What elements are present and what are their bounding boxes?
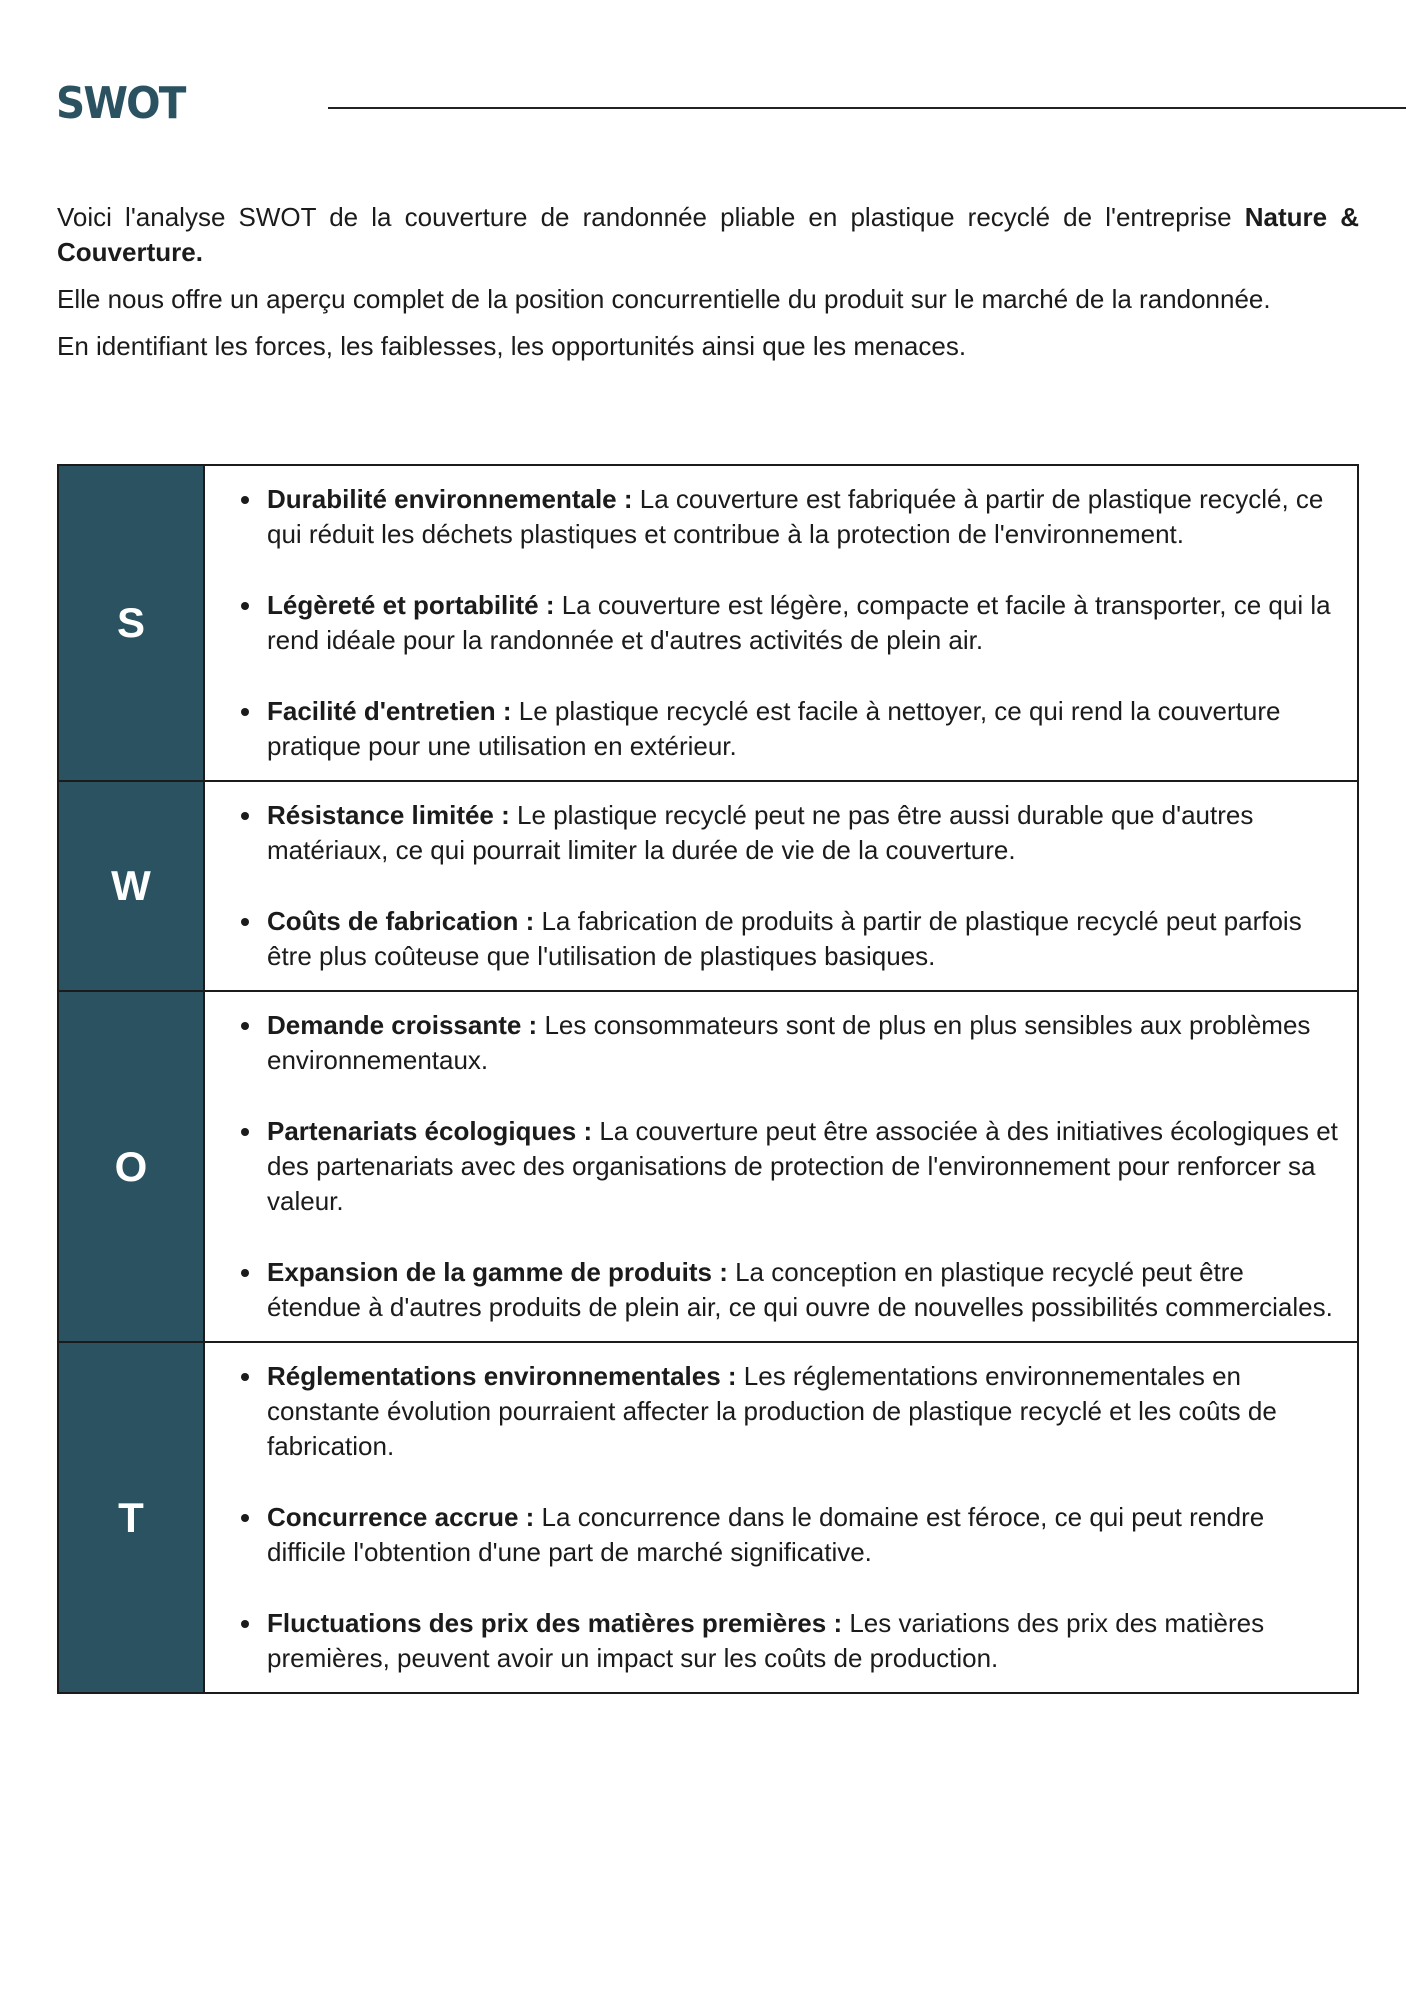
item-text: Les variations des prix des matières premières, peuvent avoir un impact sur les coûts de production. bbox=[267, 1608, 1265, 1673]
item-text: La couverture peut être associée à des initiatives écologiques et des partenariats avec des organisations de protection de l'environnement pour renforcer sa valeur. bbox=[267, 1116, 1338, 1216]
company-name: Nature & Couverture. bbox=[57, 202, 1359, 267]
item-text: La conception en plastique recyclé peut être étendue à d'autres produits de plein air, ce qui ouvre de nouvelles possibilités commerciales. bbox=[267, 1257, 1333, 1322]
list-item bbox=[267, 904, 1341, 974]
list-item bbox=[267, 1359, 1341, 1464]
letter-cell-o: O bbox=[59, 992, 205, 1341]
item-text: La concurrence dans le domaine est féroce, ce qui peut rendre difficile l'obtention d'une part de marché significative. bbox=[267, 1502, 1265, 1567]
content-cell-strengths bbox=[205, 466, 1357, 780]
item-title: Coûts de fabrication : bbox=[267, 906, 535, 936]
intro-paragraph-2: Elle nous offre un aperçu complet de la position concurrentielle du produit sur le marché de la randonnée. bbox=[57, 284, 1271, 314]
item-title: Fluctuations des prix des matières premières : bbox=[267, 1608, 843, 1638]
content-cell-threats bbox=[205, 1343, 1357, 1692]
list-item bbox=[267, 1255, 1341, 1325]
item-text: Le plastique recyclé peut ne pas être aussi durable que d'autres matériaux, ce qui pourrait limiter la durée de vie de la couverture. bbox=[267, 800, 1254, 865]
item-text: La couverture est fabriquée à partir de plastique recyclé, ce qui réduit les déchets plastiques et contribue à la protection de l'environnement. bbox=[267, 484, 1324, 549]
item-title: Légèreté et portabilité : bbox=[267, 590, 555, 620]
strengths-list bbox=[205, 482, 1341, 764]
list-item bbox=[267, 588, 1341, 658]
item-title: Partenariats écologiques : bbox=[267, 1116, 593, 1146]
letter-cell-t: T bbox=[59, 1343, 205, 1692]
threats-list bbox=[205, 1359, 1341, 1676]
list-item bbox=[267, 1606, 1341, 1676]
item-title: Concurrence accrue : bbox=[267, 1502, 535, 1532]
swot-row-strengths bbox=[59, 466, 1357, 782]
item-title: Facilité d'entretien : bbox=[267, 696, 512, 726]
item-text: Le plastique recyclé est facile à nettoyer, ce qui rend la couverture pratique pour une utilisation en extérieur. bbox=[267, 696, 1281, 761]
weaknesses-list bbox=[205, 798, 1341, 974]
list-item bbox=[267, 1008, 1341, 1078]
swot-table bbox=[57, 464, 1359, 1694]
header-rule bbox=[328, 107, 1406, 109]
item-text: La couverture est légère, compacte et facile à transporter, ce qui la rend idéale pour la randonnée et d'autres activités de plein air. bbox=[267, 590, 1331, 655]
item-title: Demande croissante : bbox=[267, 1010, 538, 1040]
list-item bbox=[267, 1500, 1341, 1570]
item-title: Expansion de la gamme de produits : bbox=[267, 1257, 728, 1287]
content-cell-opportunities bbox=[205, 992, 1357, 1341]
content-cell-weaknesses bbox=[205, 782, 1357, 990]
letter-cell-s: S bbox=[59, 466, 205, 780]
item-title: Durabilité environnementale : bbox=[267, 484, 633, 514]
item-text: Les réglementations environnementales en constante évolution pourraient affecter la production de plastique recyclé et les coûts de fabrication. bbox=[267, 1361, 1277, 1461]
intro-paragraph-1 bbox=[57, 200, 1359, 270]
intro-paragraph-3: En identifiant les forces, les faiblesses, les opportunités ainsi que les menaces. bbox=[57, 331, 967, 361]
swot-row-threats bbox=[59, 1343, 1357, 1692]
swot-logo: SWOT bbox=[56, 78, 185, 129]
item-text: Les consommateurs sont de plus en plus sensibles aux problèmes environnementaux. bbox=[267, 1010, 1311, 1075]
list-item bbox=[267, 482, 1341, 552]
opportunities-list bbox=[205, 1008, 1341, 1325]
list-item bbox=[267, 1114, 1341, 1219]
intro-section bbox=[57, 200, 1359, 376]
letter-cell-w: W bbox=[59, 782, 205, 990]
item-text: La fabrication de produits à partir de plastique recyclé peut parfois être plus coûteuse que l'utilisation de plastiques basiques. bbox=[267, 906, 1302, 971]
item-title: Résistance limitée : bbox=[267, 800, 510, 830]
swot-row-weaknesses bbox=[59, 782, 1357, 992]
list-item bbox=[267, 694, 1341, 764]
item-title: Réglementations environnementales : bbox=[267, 1361, 737, 1391]
intro-text-1: Voici l'analyse SWOT de la couverture de randonnée pliable en plastique recyclé de l'entreprise bbox=[57, 202, 1245, 232]
list-item bbox=[267, 798, 1341, 868]
swot-row-opportunities bbox=[59, 992, 1357, 1343]
